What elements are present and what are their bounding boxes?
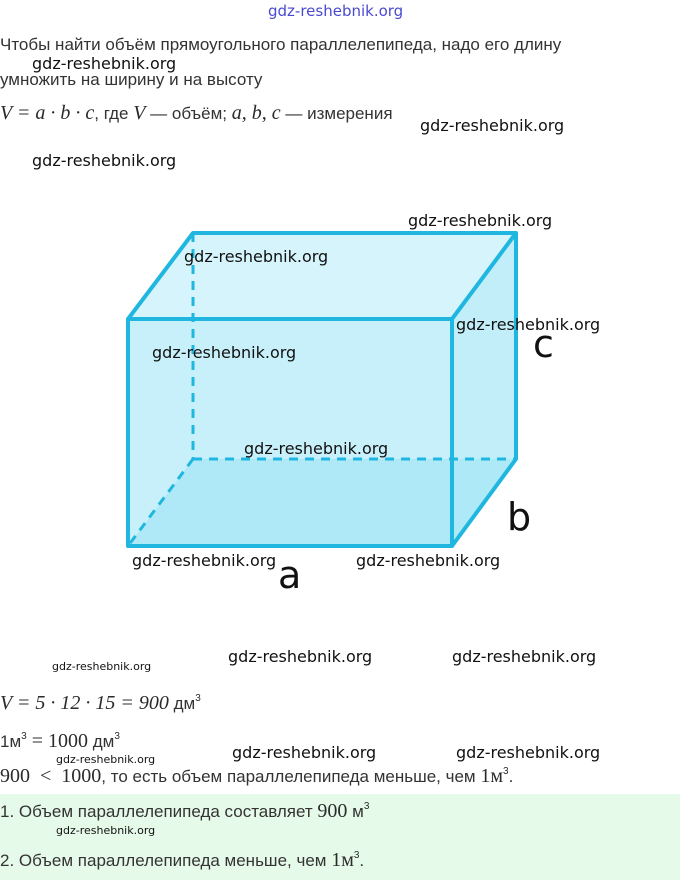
watermark-top: gdz-reshebnik.org	[268, 2, 404, 20]
watermark: gdz-reshebnik.org	[32, 151, 177, 170]
watermark: gdz-reshebnik.org	[56, 753, 156, 766]
calc-2-mid: = 1000	[26, 730, 88, 752]
answer-2	[0, 849, 364, 872]
calc-3-val: 1м	[480, 765, 504, 787]
calc-2-sup-a: 3	[21, 731, 27, 742]
formula-expr: V = a · b · c	[0, 102, 95, 124]
calc-3-text: , то есть объем параллелепипеда меньше, чем	[101, 767, 481, 786]
watermark: gdz-reshebnik.org	[244, 439, 389, 458]
watermark: gdz-reshebnik.org	[420, 116, 565, 135]
formula-v: V	[133, 102, 146, 124]
watermark: gdz-reshebnik.org	[456, 315, 601, 334]
top-face	[128, 233, 516, 319]
watermark: gdz-reshebnik.org	[356, 551, 501, 570]
calc-2-unit: дм	[88, 732, 115, 751]
calc-3-sup: 3	[503, 766, 509, 777]
calc-1-expr: V = 5 · 12 · 15 = 900	[0, 692, 169, 714]
calc-line-3	[0, 765, 513, 788]
watermark: gdz-reshebnik.org	[56, 824, 156, 837]
watermark: gdz-reshebnik.org	[228, 647, 373, 666]
answer-2-text: 2. Объем параллелепипеда меньше, чем	[0, 851, 332, 870]
answer-1	[0, 800, 369, 823]
watermark: gdz-reshebnik.org	[132, 551, 277, 570]
calc-line-2	[0, 730, 120, 753]
calc-1-unit: дм	[168, 694, 196, 713]
calc-3-expr: 900 < 1000	[0, 765, 102, 787]
answer-1-val: 900	[317, 800, 348, 822]
formula-where: где	[98, 104, 134, 123]
formula-volume-desc: — объём;	[145, 104, 232, 123]
answer-2-end: .	[359, 851, 365, 870]
watermark: gdz-reshebnik.org	[452, 647, 597, 666]
answer-2-sup: 3	[353, 850, 360, 861]
label-b: b	[507, 495, 532, 539]
watermark: gdz-reshebnik.org	[408, 211, 553, 230]
calc-line-1	[0, 692, 201, 715]
watermark: gdz-reshebnik.org	[456, 743, 601, 762]
watermark: gdz-reshebnik.org	[184, 247, 329, 266]
label-c: c	[533, 322, 554, 366]
calc-2-sup-b: 3	[114, 731, 120, 742]
bottom-face	[128, 459, 516, 546]
intro-line-1: Чтобы найти объём прямоугольного параллелепипеда, надо его длину	[0, 35, 562, 54]
formula-abc: a, b, c	[231, 102, 281, 124]
watermark: gdz-reshebnik.org	[32, 54, 177, 73]
answer-2-val: 1м	[331, 849, 354, 871]
answer-1-unit: м	[347, 802, 364, 821]
intro-line-2: умножить на ширину и на высоту	[0, 70, 263, 89]
watermark: gdz-reshebnik.org	[52, 660, 152, 673]
watermark: gdz-reshebnik.org	[152, 343, 297, 362]
calc-2-left: 1м	[0, 732, 22, 751]
formula-comma: ,	[94, 104, 99, 123]
label-a: a	[278, 553, 302, 597]
answer-1-sup: 3	[363, 801, 370, 812]
answer-1-text: 1. Объем параллелепипеда составляет	[0, 802, 318, 821]
calc-3-end: .	[508, 767, 514, 786]
calc-1-sup: 3	[195, 693, 201, 704]
watermark: gdz-reshebnik.org	[232, 743, 377, 762]
formula-dims-desc: — измерения	[280, 104, 393, 123]
